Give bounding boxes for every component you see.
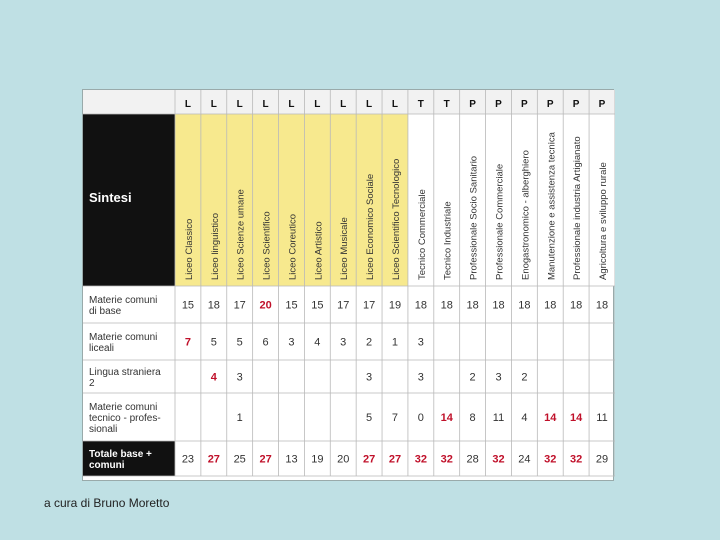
cell-value: 14 bbox=[570, 412, 583, 424]
cell-value: 4 bbox=[521, 412, 528, 424]
row-label: Lingua straniera bbox=[89, 367, 161, 378]
column-name-label: Manutenzione e assistenza tecnica bbox=[546, 132, 558, 280]
cell-value: 3 bbox=[417, 336, 424, 349]
synthesis-table bbox=[82, 89, 614, 481]
column-name-label: Liceo Musicale bbox=[339, 217, 351, 280]
cell-value: 19 bbox=[311, 453, 324, 466]
row-label: comuni bbox=[89, 460, 125, 471]
cell-value: 3 bbox=[288, 336, 295, 349]
cell-value: 32 bbox=[570, 453, 583, 466]
cell-value: 3 bbox=[366, 371, 373, 384]
cell-value: 4 bbox=[210, 371, 217, 384]
cell-value: 24 bbox=[518, 453, 531, 466]
column-name-label: Liceo Scientifico bbox=[261, 211, 273, 280]
row-label: 2 bbox=[89, 378, 95, 389]
cell-value: 0 bbox=[417, 412, 424, 424]
column-type-label: T bbox=[443, 99, 450, 110]
column-type-label: P bbox=[598, 99, 606, 110]
type-header-bar bbox=[83, 90, 615, 114]
cell-value: 2 bbox=[366, 336, 373, 349]
column-name-label: Liceo Artistico bbox=[313, 221, 325, 280]
cell-value: 15 bbox=[285, 299, 298, 312]
row-label: Materie comuni bbox=[89, 295, 158, 306]
column-type-label: L bbox=[288, 99, 295, 110]
cell-value: 7 bbox=[391, 412, 399, 424]
column-name-label: Liceo Scientifico Tecnologico bbox=[390, 158, 402, 280]
column-name-label: Agricoltura e sviluppo rurale bbox=[598, 162, 610, 280]
cell-value: 18 bbox=[207, 299, 220, 312]
column-type-label: L bbox=[236, 99, 243, 110]
column-name-label: Liceo Economico Sociale bbox=[365, 173, 377, 280]
column-name-label: Professionale Commerciale bbox=[494, 163, 506, 280]
column-type-label: P bbox=[495, 99, 502, 110]
cell-value: 18 bbox=[414, 299, 427, 312]
cell-value: 1 bbox=[391, 336, 399, 349]
column-name-label: Liceo Scienze umane bbox=[235, 189, 247, 280]
column-type-label: L bbox=[210, 99, 217, 110]
cell-value: 28 bbox=[466, 453, 479, 466]
column-type-label: L bbox=[314, 99, 321, 110]
cell-value: 7 bbox=[184, 336, 192, 349]
row-label: tecnico - profes- bbox=[89, 413, 161, 424]
cell-value: 4 bbox=[314, 336, 321, 349]
cell-value: 1 bbox=[236, 412, 243, 424]
row-label: Totale base + bbox=[89, 449, 152, 460]
cell-value: 11 bbox=[492, 412, 505, 424]
column-type-label: T bbox=[417, 99, 424, 110]
cell-value: 5 bbox=[210, 336, 217, 349]
column-type-label: P bbox=[521, 99, 528, 110]
cell-value: 32 bbox=[544, 453, 557, 466]
cell-value: 5 bbox=[366, 412, 373, 424]
column-name-label: Enogastronomico - alberghiero bbox=[520, 150, 532, 280]
column-name-label: Tecnico Commerciale bbox=[416, 189, 428, 280]
cell-value: 3 bbox=[495, 371, 502, 384]
cell-value: 6 bbox=[262, 336, 269, 349]
cell-value: 8 bbox=[469, 412, 476, 424]
cell-value: 2 bbox=[521, 371, 528, 384]
cell-value: 20 bbox=[337, 453, 350, 466]
cell-value: 23 bbox=[181, 453, 195, 466]
column-type-label: P bbox=[546, 99, 554, 110]
column-type-label: L bbox=[340, 99, 347, 110]
row-label: liceali bbox=[89, 343, 115, 354]
column-name-label: Tecnico Industriale bbox=[442, 201, 454, 280]
author-credit: a cura di Bruno Moretto bbox=[44, 496, 170, 510]
column-name-label: Liceo Coreutico bbox=[287, 213, 299, 280]
cell-value: 3 bbox=[417, 371, 424, 384]
cell-value: 18 bbox=[544, 299, 557, 312]
cell-value: 32 bbox=[414, 453, 427, 466]
column-type-label: L bbox=[391, 99, 399, 110]
column-type-label: P bbox=[572, 99, 580, 110]
cell-value: 17 bbox=[362, 299, 376, 312]
cell-value: 15 bbox=[181, 299, 195, 312]
column-name-label: Professionale industria Artigianato bbox=[572, 136, 584, 280]
cell-value: 25 bbox=[233, 453, 246, 466]
cell-value: 14 bbox=[440, 412, 453, 424]
cell-value: 11 bbox=[596, 412, 608, 424]
column-type-label: L bbox=[366, 99, 373, 110]
column-name-label: Professionale Socio Sanitario bbox=[468, 155, 480, 280]
cell-value: 14 bbox=[544, 412, 557, 424]
cell-value: 19 bbox=[388, 299, 402, 312]
column-type-label: L bbox=[262, 99, 269, 110]
cell-value: 32 bbox=[440, 453, 453, 466]
row-label: Materie comuni bbox=[89, 332, 158, 343]
cell-value: 32 bbox=[492, 453, 505, 466]
row-label: di base bbox=[89, 306, 122, 317]
table-graphic bbox=[83, 90, 615, 482]
cell-value: 5 bbox=[236, 336, 243, 349]
column-type-label: P bbox=[469, 99, 476, 110]
row-label: Materie comuni bbox=[89, 402, 158, 413]
row-label: sionali bbox=[89, 424, 118, 435]
column-name-label: Liceo Classico bbox=[183, 218, 195, 280]
cell-value: 15 bbox=[311, 299, 324, 312]
column-name-label: Liceo linguistico bbox=[209, 212, 221, 280]
cell-value: 18 bbox=[595, 299, 609, 312]
cell-value: 18 bbox=[570, 299, 583, 312]
table-title: Sintesi bbox=[89, 190, 132, 205]
cell-value: 20 bbox=[259, 299, 272, 312]
cell-value: 27 bbox=[207, 453, 220, 466]
cell-value: 3 bbox=[236, 371, 243, 384]
cell-value: 27 bbox=[388, 453, 402, 466]
cell-value: 17 bbox=[233, 299, 246, 312]
column-type-label: L bbox=[184, 99, 191, 110]
cell-value: 18 bbox=[518, 299, 531, 312]
cell-value: 29 bbox=[595, 453, 609, 466]
cell-value: 27 bbox=[362, 453, 376, 466]
cell-value: 3 bbox=[340, 336, 347, 349]
cell-value: 2 bbox=[469, 371, 476, 384]
cell-value: 18 bbox=[440, 299, 453, 312]
cell-value: 13 bbox=[285, 453, 298, 466]
cell-value: 27 bbox=[259, 453, 272, 466]
cell-value: 18 bbox=[466, 299, 479, 312]
cell-value: 17 bbox=[337, 299, 350, 312]
cell-value: 18 bbox=[492, 299, 505, 312]
